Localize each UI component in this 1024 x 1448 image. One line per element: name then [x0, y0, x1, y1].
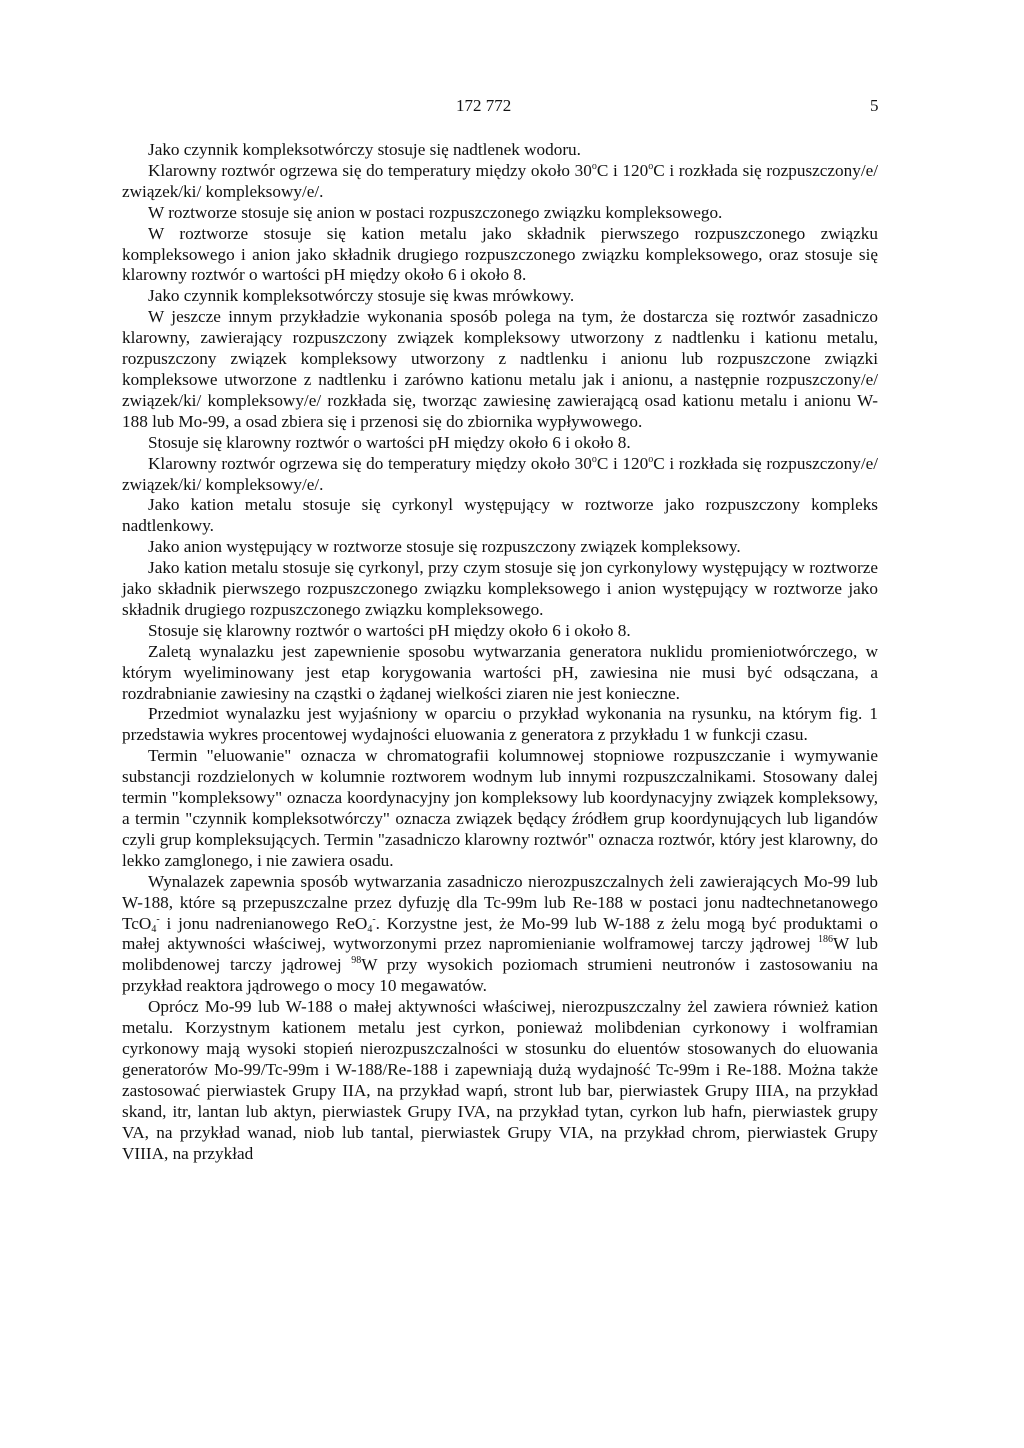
body-paragraph — [122, 286, 878, 307]
superscript-text: 98 — [351, 955, 362, 967]
body-paragraph — [122, 224, 878, 287]
body-paragraph — [122, 307, 878, 432]
paragraph-text: Jako kation metalu stosuje się cyrkonyl, przy czym stosuje się jon cyrkonylowy występujący w roztworze jako składnik pierwszego rozpuszczonego związku kompleksowego i anion występujący w roztworze jako składnik drugiego rozpuszczonego związku kompleksowego. — [122, 558, 878, 619]
body-paragraph — [122, 621, 878, 642]
document-body — [122, 140, 878, 1164]
body-paragraph — [122, 161, 878, 203]
paragraph-text: Termin "eluowanie" oznacza w chromatografii kolumnowej stopniowe rozpuszczanie i wymywanie substancji rozdzielonych w kolumnie roztworem wodnym lub innymi rozpuszczalnikami. Stosowany dalej termin "kompleksowy" oznacza koordynacyjny jon kompleksowy lub koordynacyjny związek kompleksowy, a termin "czynnik kompleksotwórczy" oznacza związek będący źródłem grup koordynujących lub ligandów czyli grup kompleksujących. Termin "zasadniczo klarowny roztwór" oznacza roztwór, który jest klarowny, do lekko zamglonego, i nie zawiera osadu. — [122, 746, 878, 870]
superscript-text: o — [648, 453, 654, 465]
paragraph-text: W roztworze stosuje się anion w postaci rozpuszczonego związku kompleksowego. — [148, 202, 723, 222]
paragraph-text: Jako czynnik kompleksotwórczy stosuje się nadtlenek wodoru. — [148, 140, 581, 159]
body-paragraph — [122, 642, 878, 705]
body-paragraph — [122, 203, 878, 224]
page-number: 5 — [870, 96, 879, 115]
paragraph-text: C i rozkłada się rozpuszczony/e/ związek/ki/ kompleksowy/e/. — [122, 453, 879, 494]
paragraph-text: Oprócz Mo-99 lub W-188 o małej aktywności właściwej, nierozpuszczalny żel zawiera również kation metalu. Korzystnym kationem metalu jest cyrkon, ponieważ molibdenian cyrkonowy i wolframian cyrkonowy mają wysoki stopień nierozpuszczalności w stosunku do eluentów stosowanych do eluowania generatorów Mo-99/Tc-99m i W-188/Re-188 i zapewniają dużą wydajność Tc-99m i Re-188. Można także zastosować pierwiastek Grupy IIA, na przykład wapń, stront lub bar, pierwiastek Grupy IIIA, na przykład skand, itr, lantan lub aktyn, pierwiastek Grupy IVA, na przykład tytan, cyrkon lub hafn, pierwiastek grupy VA, na przykład wanad, niob lub tantal, pierwiastek Grupy VIA, na przykład chrom, pierwiastek Grupy VIIIA, na przykład — [122, 997, 878, 1163]
paragraph-text: C i 120 — [596, 453, 649, 473]
paragraph-text: Wynalazek zapewnia sposób wytwarzania zasadniczo nierozpuszczalnych żeli zawierających Mo-99 lub W-188, które są przepuszczalne przez dyfuzję dla Tc-99m lub Re-188 w postaci jonu nadtechnetanowego TcO — [122, 871, 878, 933]
body-paragraph — [122, 997, 878, 1164]
subscript-text: 4 — [151, 923, 157, 935]
paragraph-text: C i rozkłada się rozpuszczony/e/ związek/ki/ kompleksowy/e/. — [122, 160, 879, 201]
paragraph-text: Klarowny roztwór ogrzewa się do temperatury między około 30 — [148, 160, 592, 180]
paragraph-text: W przy wysokich poziomach strumieni neutronów i zastosowaniu na przykład reaktora jądrowego o mocy 10 megawatów. — [122, 955, 878, 996]
paragraph-text: Zaletą wynalazku jest zapewnienie sposobu wytwarzania generatora nuklidu promieniotwórczego, w którym wyeliminowany jest etap korygowania wartości pH, zawiesina nie musi być odsączana, a rozdrabnianie zawiesiny na cząstki o żądanej wielkości ziaren nie jest konieczne. — [122, 641, 878, 703]
body-paragraph — [122, 746, 878, 871]
paragraph-text: Stosuje się klarowny roztwór o wartości pH między około 6 i około 8. — [148, 620, 631, 640]
body-paragraph — [122, 495, 878, 537]
paragraph-text: Przedmiot wynalazku jest wyjaśniony w oparciu o przykład wykonania na rysunku, na którym fig. 1 przedstawia wykres procentowej wydajności eluowania z generatora z przykładu 1 w funkcji czasu. — [122, 704, 878, 745]
body-paragraph — [122, 872, 878, 997]
body-paragraph — [122, 433, 878, 454]
superscript-text: 186 — [817, 934, 833, 946]
paragraph-text: C i 120 — [596, 160, 649, 180]
superscript-text: o — [591, 453, 597, 465]
paragraph-text: W jeszcze innym przykładzie wykonania sposób polega na tym, że dostarcza się roztwór zasadniczo klarowny, zawierający rozpuszczony związek kompleksowy utworzony z nadtlenku i kationu metalu, rozpuszczony związek kompleksowy utworzony z nadtlenku i anionu lub rozpuszczone związki kompleksowe utworzone z nadtlenku i zarówno kationu metalu jak i anionu, a następnie rozpuszczony/e/ związek/ki/ kompleksowy/e/ rozkłada się, tworząc zawiesinę zawierającą osad kationu metalu i anionu W-188 lub Mo-99, a osad zbiera się i przenosi się do zbiornika wypływowego. — [122, 307, 878, 431]
subscript-text: 4 — [367, 923, 373, 935]
superscript-text: o — [591, 160, 597, 172]
paragraph-text: Jako anion występujący w roztworze stosuje się rozpuszczony związek kompleksowy. — [148, 537, 741, 557]
superscript-text: - — [372, 913, 376, 925]
body-paragraph — [122, 558, 878, 621]
document-number: 172 772 — [456, 96, 512, 115]
paragraph-text: W lub molibdenowej tarczy jądrowej — [122, 934, 878, 975]
paragraph-text: i jonu nadrenianowego ReO — [159, 913, 368, 933]
paragraph-text: Stosuje się klarowny roztwór o wartości pH między około 6 i około 8. — [148, 432, 631, 452]
paragraph-text: W roztworze stosuje się kation metalu jako składnik pierwszego rozpuszczonego związku kompleksowego i anion jako składnik drugiego rozpuszczonego związku kompleksowego, oraz stosuje się klarowny roztwór o wartości pH między około 6 i około 8. — [122, 223, 878, 285]
body-paragraph — [122, 704, 878, 746]
page-header — [0, 96, 1024, 120]
superscript-text: o — [648, 160, 654, 172]
paragraph-text: . Korzystne jest, że Mo-99 lub W-188 z żelu mogą być produktami o małej aktywności właściwej, wytworzonymi przez napromienianie wolframowej tarczy jądrowej — [122, 913, 878, 954]
body-paragraph — [122, 140, 878, 161]
body-paragraph — [122, 537, 878, 558]
paragraph-text: Jako czynnik kompleksotwórczy stosuje się kwas mrówkowy. — [148, 286, 575, 306]
superscript-text: - — [156, 913, 160, 925]
body-paragraph — [122, 454, 878, 496]
paragraph-text: Klarowny roztwór ogrzewa się do temperatury między około 30 — [148, 453, 592, 473]
paragraph-text: Jako kation metalu stosuje się cyrkonyl występujący w roztworze jako rozpuszczony kompleks nadtlenkowy. — [122, 495, 878, 536]
